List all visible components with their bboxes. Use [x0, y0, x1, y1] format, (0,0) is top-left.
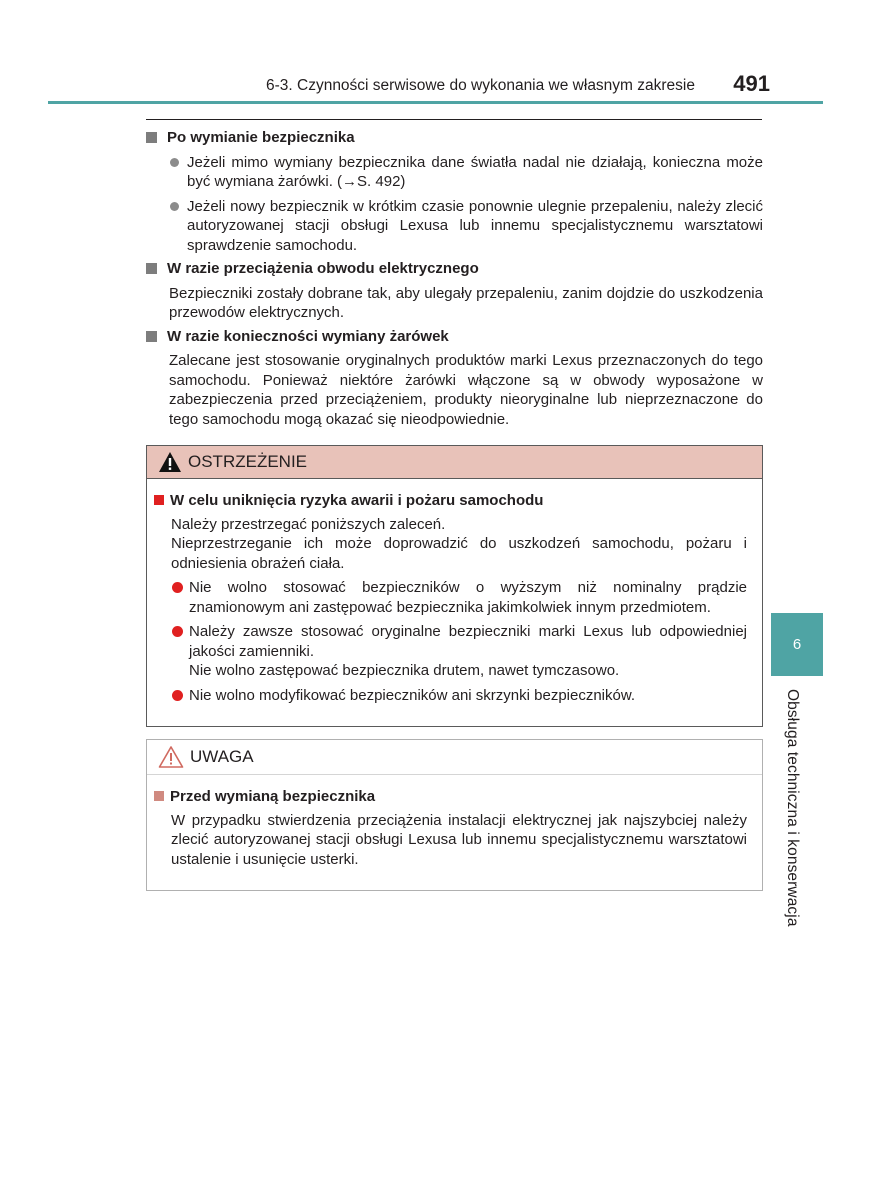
- square-bullet-icon: [146, 331, 157, 342]
- warning-title: OSTRZEŻENIE: [188, 452, 308, 472]
- warning-list-item: [154, 622, 747, 681]
- circle-bullet-icon: [170, 158, 179, 167]
- caution-heading-text: Przed wymianą bezpiecznika: [170, 788, 376, 805]
- warning-list-item-text: Należy zawsze stosować oryginalne bezpieczniki marki Lexus lub odpowiedniej jakości zamienniki.: [189, 623, 747, 660]
- red-circle-bullet-icon: [172, 690, 183, 701]
- section-heading-text: W razie przeciążenia obwodu elektrycznego: [167, 260, 479, 277]
- warning-intro: Nieprzestrzeganie ich może doprowadzić do uszkodzeń samochodu, pożaru i odniesienia obrażeń ciała.: [171, 535, 747, 572]
- caution-triangle-icon: [158, 745, 184, 769]
- chapter-tab: [771, 613, 823, 676]
- caution-title: UWAGA: [190, 747, 254, 767]
- section-paragraph: Bezpieczniki zostały dobrane tak, aby ulegały przepaleniu, zanim dojdzie do uszkodzenia przewodów elektrycznych.: [169, 284, 763, 321]
- list-item-text: Jeżeli mimo wymiany bezpiecznika dane światła nadal nie działają, konieczna może być wymiana żarówki. (→S. 492): [187, 153, 763, 190]
- section-heading: [146, 259, 763, 279]
- square-bullet-icon: [154, 791, 164, 801]
- section-heading: [146, 327, 763, 347]
- square-bullet-icon: [146, 132, 157, 143]
- chapter-side-label: Obsługa techniczna i konserwacja: [784, 689, 801, 927]
- page-header-title: 6-3. Czynności serwisowe do wykonania we własnym zakresie: [265, 77, 695, 94]
- list-item-text: Jeżeli nowy bezpiecznik w krótkim czasie ponownie ulegnie przepaleniu, należy zlecić autoryzowanej stacji obsługi Lexusa lub innemu specjalistycznemu warsztatowi sprawdzenie samochodu.: [187, 197, 763, 254]
- red-square-icon: [154, 495, 164, 505]
- red-circle-bullet-icon: [172, 582, 183, 593]
- circle-bullet-icon: [170, 202, 179, 211]
- chapter-number: 6: [792, 636, 802, 653]
- warning-header: [147, 446, 762, 479]
- header-rule: [48, 101, 823, 104]
- caution-box: [146, 739, 763, 891]
- warning-list-item-text: Nie wolno modyfikować bezpieczników ani skrzynki bezpieczników.: [189, 686, 636, 704]
- warning-heading: [154, 491, 747, 511]
- warning-heading-text: W celu uniknięcia ryzyka awarii i pożaru samochodu: [170, 492, 544, 509]
- section-heading-text: Po wymianie bezpiecznika: [167, 129, 355, 146]
- warning-list-item: [154, 686, 747, 706]
- content-top-rule: [146, 119, 762, 120]
- warning-box: [146, 445, 763, 727]
- warning-list-item: [154, 578, 747, 617]
- warning-list-item-text: Nie wolno stosować bezpieczników o wyższym niż nominalny prądzie znamionowym ani zastępować bezpiecznika jakimkolwiek innym przedmiotem.: [189, 579, 747, 616]
- caution-paragraph: W przypadku stwierdzenia przeciążenia instalacji elektrycznej jak najszybciej należy zlecić autoryzowanej stacji obsługi Lexusa lub innemu specjalistycznemu warsztatowi ustalenie i usunięcie usterki.: [171, 811, 747, 868]
- warning-intro: Należy przestrzegać poniższych zaleceń.: [171, 515, 446, 533]
- red-circle-bullet-icon: [172, 626, 183, 637]
- warning-body: [147, 479, 762, 705]
- page-number: 491: [733, 71, 770, 96]
- caution-heading: [154, 787, 747, 807]
- section-heading: [146, 128, 763, 148]
- list-item: [146, 153, 763, 192]
- section-heading-text: W razie konieczności wymiany żarówek: [167, 327, 449, 345]
- warning-triangle-icon: [158, 451, 182, 473]
- warning-list-item-extra: Nie wolno zastępować bezpiecznika drutem, nawet tymczasowo.: [189, 662, 620, 679]
- main-content: [146, 128, 763, 429]
- square-bullet-icon: [146, 263, 157, 274]
- caution-body: [147, 775, 762, 869]
- section-paragraph: Zalecane jest stosowanie oryginalnych produktów marki Lexus przeznaczonych do tego samochodu. Ponieważ niektóre żarówki włączone są w obwody wyposażone w zabezpieczenia przed przeciążeniem, produkty nieoryginalne lub nieprzeznaczone do tego samochodu mogą okazać się nieodpowiednie.: [169, 352, 763, 428]
- caution-header: [147, 740, 762, 775]
- list-item: [146, 197, 763, 256]
